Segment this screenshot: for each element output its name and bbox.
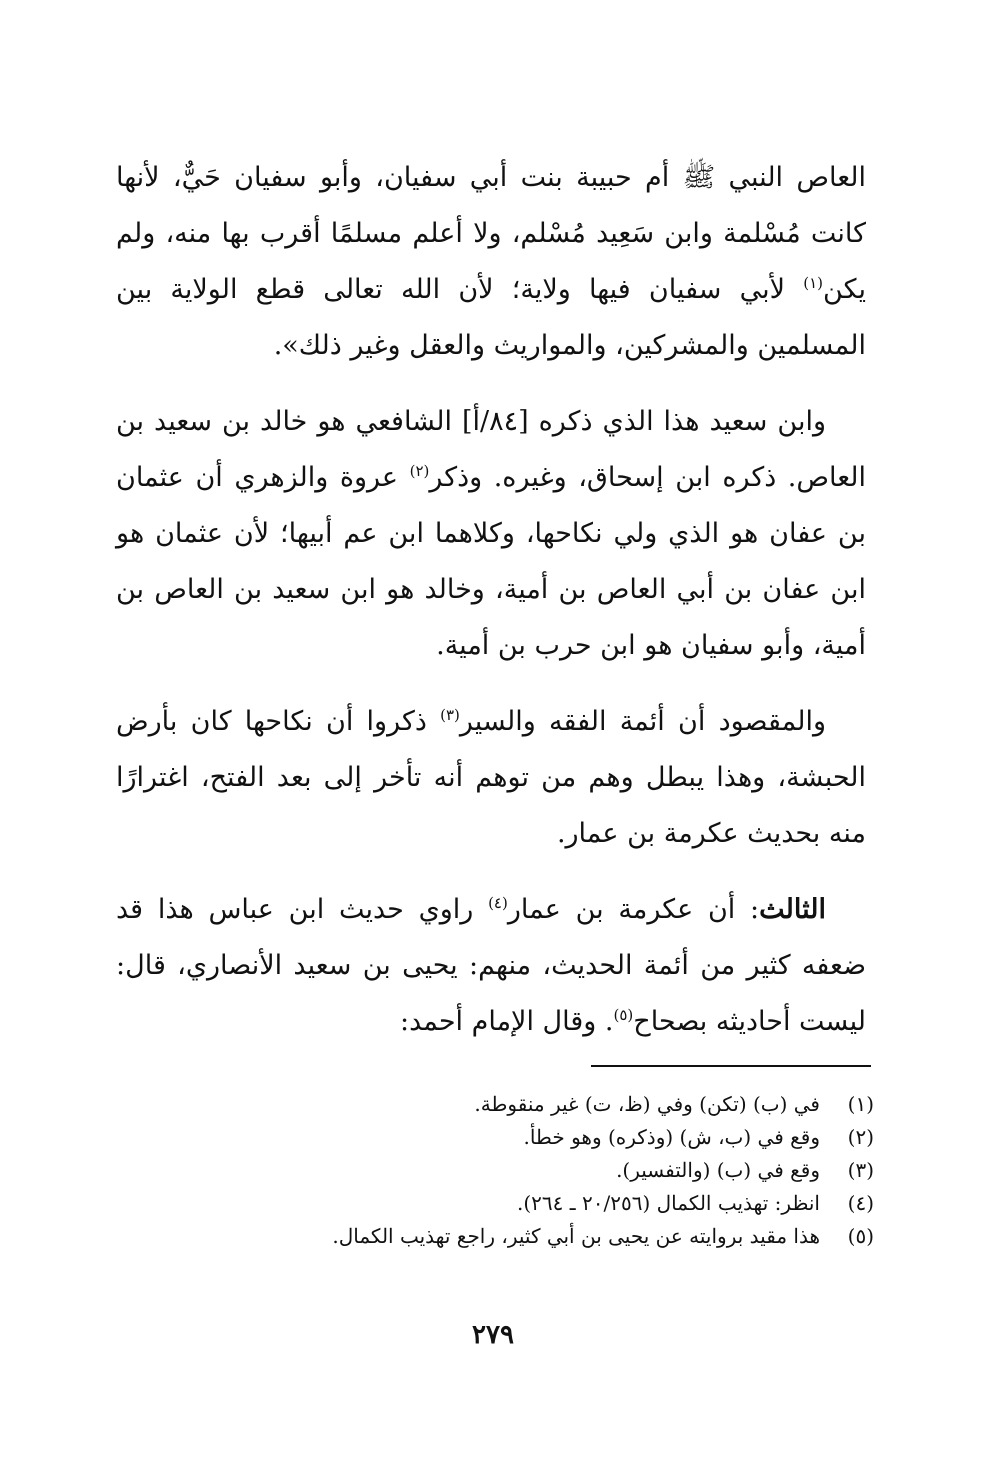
footnote-number: (٤) <box>847 1191 874 1215</box>
section-lead-word: الثالث <box>759 894 826 925</box>
paragraph-4-text-a: : أن عكرمة بن عمار <box>507 894 760 925</box>
footnote-text: وقع في (ب، ش) (وذكره) وهو خطأ. <box>523 1125 820 1149</box>
paragraph-1 <box>116 150 866 374</box>
paragraph-4-text-c: . وقال الإمام أحمد: <box>399 1006 614 1037</box>
paragraph-1-text-b: لأبي سفيان فيها ولاية؛ لأن الله تعالى قطع الولاية بين المسلمين والمشركين، والمواريث والعقل وغير ذلك». <box>116 274 866 361</box>
footnote-ref-4: (٤) <box>488 894 508 912</box>
paragraph-3 <box>116 694 866 862</box>
footnote-number: (٣) <box>847 1158 874 1182</box>
footnote-number: (٢) <box>847 1125 874 1149</box>
footnote-ref-3: (٣) <box>440 706 460 724</box>
footnote-item <box>114 1088 874 1121</box>
paragraph-1-text-a: العاص النبي ﷺ أم حبيبة بنت أبي سفيان، وأبو سفيان حَيٌّ، لأنها كانت مُسْلمة وابن سَعِيد مُسْلم، ولا أعلم مسلمًا أقرب بها منه، ولم يكن <box>116 162 866 305</box>
main-text <box>116 150 866 1070</box>
footnote-text: وقع في (ب) (والتفسير). <box>616 1158 820 1182</box>
footnote-item <box>114 1121 874 1154</box>
footnote-text: هذا مقيد بروايته عن يحيى بن أبي كثير، راجع تهذيب الكمال. <box>332 1224 820 1248</box>
paragraph-2-text-a: وابن سعيد هذا الذي ذكره [٨٤/أ] الشافعي هو خالد بن سعيد بن العاص. ذكره ابن إسحاق، وغيره. وذكر <box>116 406 866 493</box>
footnote-number: (٥) <box>847 1224 874 1248</box>
footnote-number: (١) <box>847 1092 874 1116</box>
footnote-text: في (ب) (تكن) وفي (ظ، ت) غير منقوطة. <box>474 1092 820 1116</box>
footnote-item <box>114 1220 874 1253</box>
page-number: ٢٧٩ <box>472 1320 514 1350</box>
paragraph-4 <box>116 882 866 1050</box>
footnote-item <box>114 1187 874 1220</box>
footnote-item <box>114 1154 874 1187</box>
footnote-ref-2: (٢) <box>409 462 430 480</box>
paragraph-3-text-b: ذكروا أن نكاحها كان بأرض الحبشة، وهذا يبطل وهم من توهم أنه تأخر إلى بعد الفتح، اغترارًا منه بحديث عكرمة بن عمار. <box>116 706 866 849</box>
paragraph-4-text-b: راوي حديث ابن عباس هذا قد ضعفه كثير من أئمة الحديث، منهم: يحيى بن سعيد الأنصاري، قال: ليست أحاديثه بصحاح <box>116 894 866 1037</box>
paragraph-3-text-a: والمقصود أن أئمة الفقه والسير <box>459 706 826 737</box>
footnote-text: انظر: تهذيب الكمال (٢٠/٢٥٦ ـ ٢٦٤). <box>517 1191 820 1215</box>
footnote-divider <box>591 1065 871 1067</box>
footnotes <box>114 1088 874 1253</box>
paragraph-2-text-b: عروة والزهري أن عثمان بن عفان هو الذي ولي نكاحها، وكلاهما ابن عم أبيها؛ لأن عثمان هو ابن عفان بن أبي العاص بن أمية، وخالد هو ابن سعيد بن العاص بن أمية، وأبو سفيان هو ابن حرب بن أمية. <box>116 462 866 661</box>
paragraph-2 <box>116 394 866 674</box>
footnote-ref-1: (١) <box>803 274 824 292</box>
footnote-ref-5: (٥) <box>613 1006 634 1024</box>
